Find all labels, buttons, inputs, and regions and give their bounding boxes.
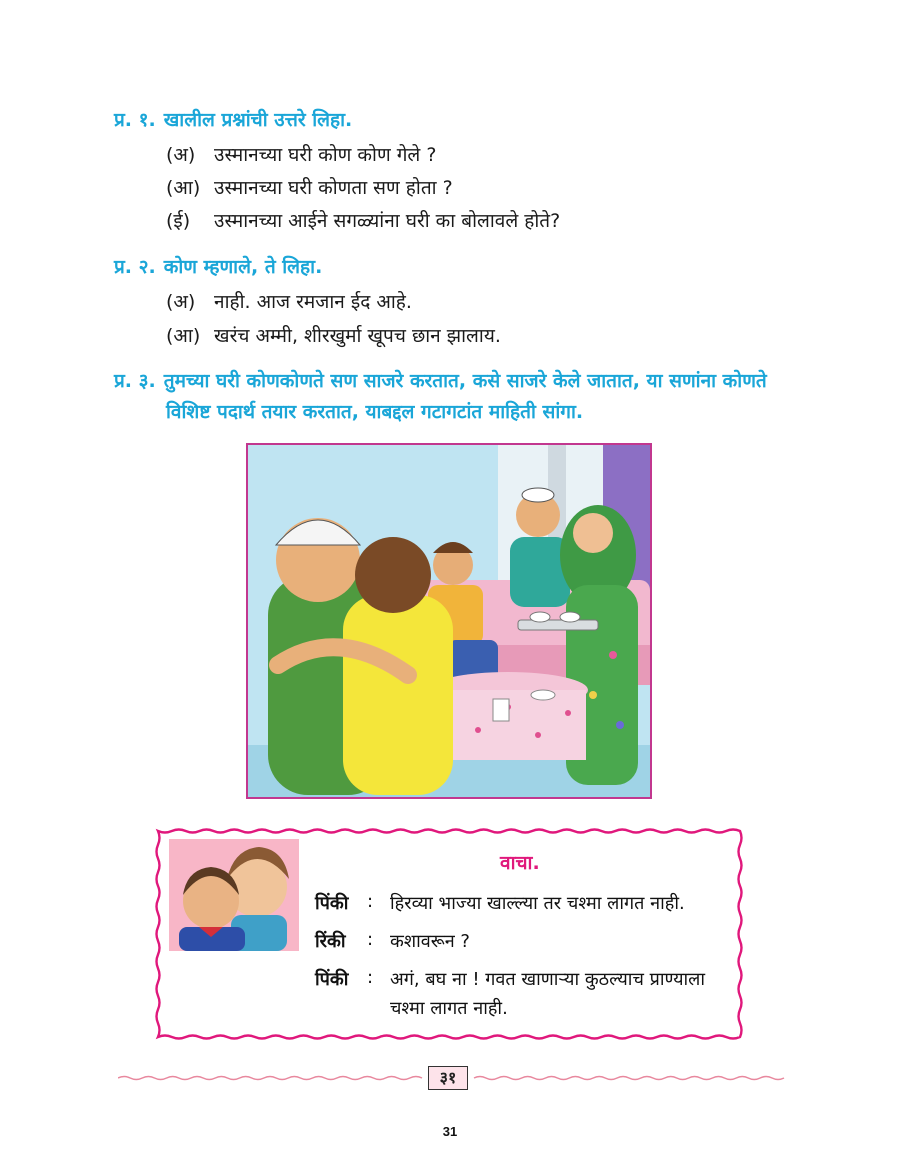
question-1-title: खालील प्रश्नांची उत्तरे लिहा. — [163, 109, 353, 131]
dialogue-line-3 — [150, 967, 748, 1027]
question-3-number: प्र. ३. — [114, 370, 156, 392]
speaker-colon: : — [367, 891, 374, 912]
speaker-name: पिंकी — [315, 893, 349, 914]
page-number: 31 — [442, 1124, 458, 1139]
question-1-heading — [114, 106, 352, 132]
dialogue-text: अगं, बघ ना ! गवत खाणाऱ्या कुठल्याच प्राण्याला — [390, 969, 706, 990]
question-2-heading — [114, 253, 322, 279]
speaker-colon: : — [367, 967, 374, 988]
dialogue-text-continued: चश्मा लागत नाही. — [390, 998, 508, 1019]
dialogue-text: कशावरून ? — [390, 931, 470, 952]
item-marker: (आ) — [166, 325, 201, 347]
item-text: उस्मानच्या घरी कोणता सण होता ? — [214, 177, 453, 199]
item-text: उस्मानच्या घरी कोण कोण गेले ? — [214, 144, 437, 166]
item-text: उस्मानच्या आईने सगळ्यांना घरी का बोलावले होते? — [214, 210, 561, 232]
question-3-title-line1: तुमच्या घरी कोणकोणते सण साजरे करतात, कसे साजरे केले जातात, या सणांना कोणते — [163, 370, 767, 392]
read-box — [150, 823, 748, 1045]
question-2-item-a — [166, 288, 412, 314]
read-box-title: वाचा. — [500, 852, 540, 874]
question-1-item-aa — [166, 174, 453, 200]
question-2-item-aa — [166, 322, 501, 348]
question-2-title: कोण म्हणाले, ते लिहा. — [163, 256, 323, 278]
question-2-number: प्र. २. — [114, 256, 156, 278]
speaker-name: पिंकी — [315, 969, 349, 990]
question-1-item-a — [166, 141, 436, 167]
question-1-item-ee — [166, 207, 560, 233]
eid-illustration — [246, 443, 652, 799]
item-marker: (आ) — [166, 177, 201, 199]
question-1-number: प्र. १. — [114, 109, 156, 131]
item-text: नाही. आज रमजान ईद आहे. — [214, 291, 412, 313]
speaker-colon: : — [367, 929, 374, 950]
question-3-title-line2: विशिष्ट पदार्थ तयार करतात, याबद्दल गटागटांत माहिती सांगा. — [166, 401, 584, 423]
speaker-name: रिंकी — [315, 931, 346, 952]
question-3-heading — [114, 367, 767, 393]
item-marker: (ई) — [166, 210, 191, 232]
dialogue-line-1 — [150, 891, 748, 919]
item-marker: (अ) — [166, 291, 196, 313]
item-text: खरंच अम्मी, शीरखुर्मा खूपच छान झालाय. — [214, 325, 501, 347]
dialogue-text: हिरव्या भाज्या खाल्ल्या तर चश्मा लागत नाही. — [390, 893, 685, 914]
page-badge: ३१ — [428, 1066, 468, 1090]
item-marker: (अ) — [166, 144, 196, 166]
dialogue-line-2 — [150, 929, 748, 957]
